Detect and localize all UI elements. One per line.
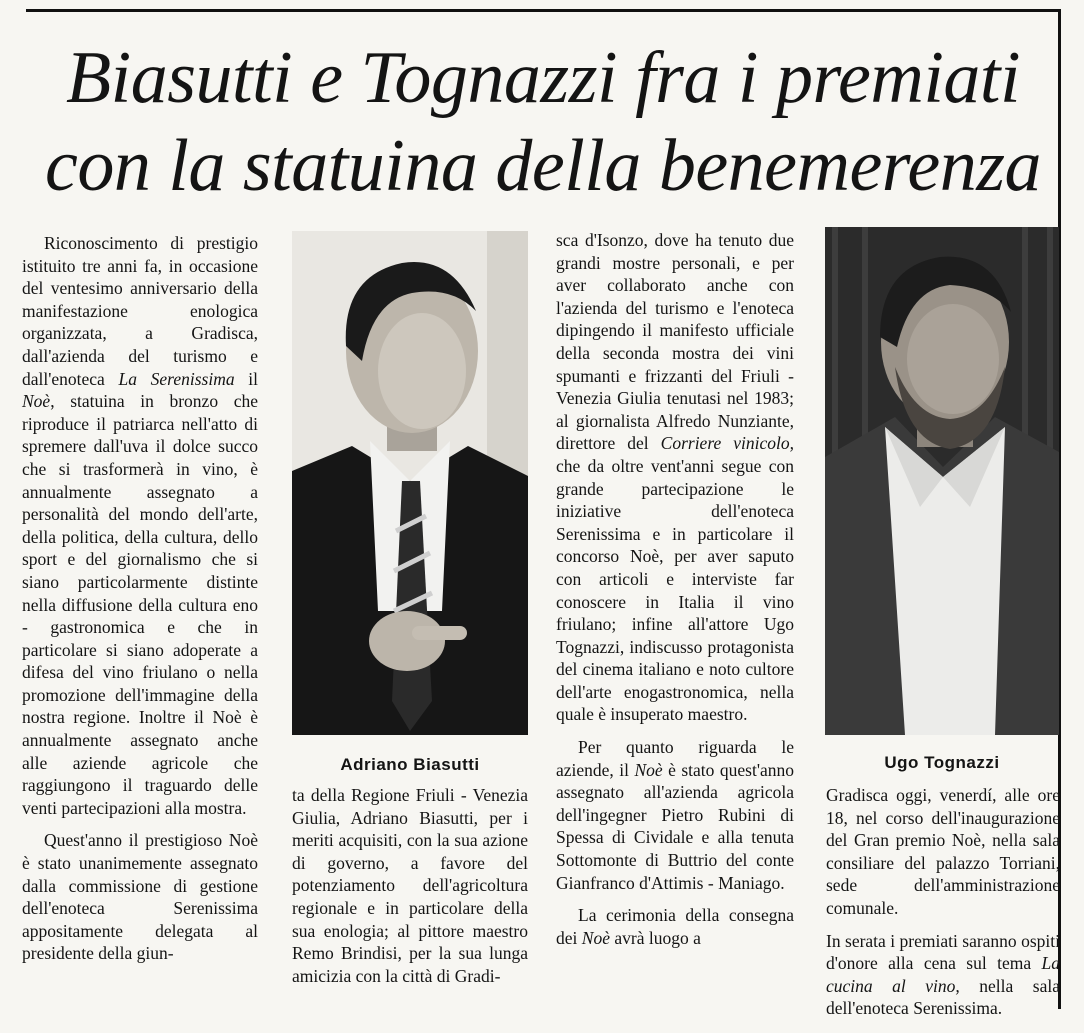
photo-caption-biasutti: Adriano Biasutti (340, 755, 480, 774)
photo-caption-tognazzi: Ugo Tognazzi (884, 753, 1000, 772)
article-column-4 (826, 784, 1060, 1020)
paragraph: Riconoscimento di prestigio istituito tre anni fa, in occasione del ventesimo anniversario della manifestazione enologica organizzata, a Gradisca, dall'azienda del turismo e dall'enoteca La Serenissima il Noè, statuina in bronzo che riproduce il patriarca nell'atto di spremere dall'uva il dolce succo che si trasformerà in vino, è annualmente assegnato a personalità del mondo dell'arte, della politica, della cultura, dello sport e del giornalismo che si siano particolarmente distinte nella diffusione della cultura eno - gastronomica e che in particolare si siano adoperate a difesa del vino friulano o nella promozione dell'immagine della nostra regione. Inoltre il Noè è annualmente assegnato anche alle aziende agricole che raggiungono il traguardo delle venti partecipazioni alla mostra. (22, 233, 258, 818)
photo-adriano-biasutti (292, 231, 528, 735)
headline-line-1: Biasutti e Tognazzi fra i premiati (65, 37, 1021, 119)
article-column-2 (292, 784, 528, 987)
paragraph: In serata i premiati saranno ospiti d'onore alla cena sul tema La cucina al vino, nella sala dell'enoteca Serenissima. (826, 930, 1061, 1019)
photo-ugo-tognazzi (825, 227, 1059, 735)
paragraph: Per quanto riguarda le aziende, il Noè è stato quest'anno assegnato all'azienda agricola dell'ingegner Pietro Rubini di Spessa di Cividale e alla tenuta Sottomonte di Buttrio del conte Gianfranco d'Attimis - Maniago. (556, 737, 794, 893)
headline (28, 34, 1058, 210)
paragraph: La cerimonia della consegna dei Noè avrà luogo a (556, 905, 794, 948)
headline-line-2: con la statuina della benemerenza (44, 125, 1041, 207)
article-column-1 (22, 232, 258, 965)
paragraph: Gradisca oggi, venerdí, alle ore 18, nel corso dell'inaugurazione del Gran premio Noè, nella sala consiliare del palazzo Torriani, sede dell'amministrazione comunale. (826, 785, 1060, 918)
paragraph: sca d'Isonzo, dove ha tenuto due grandi mostre personali, e per aver collaborato anche con l'azienda del turismo e l'enoteca dipingendo il manifesto ufficiale della seconda mostra dei vini spumanti e frizzanti del Friuli - Venezia Giulia tenutasi nel 1983; al giornalista Alfredo Nunziante, direttore del Corriere vinicolo, che da oltre vent'anni segue con grande partecipazione le iniziative dell'enoteca Serenissima e in particolare il concorso Noè, per aver saputo con articoli e interviste far conoscere in Italia il vino friulano; infine all'attore Ugo Tognazzi, indiscusso protagonista del cinema italiano e noto cultore dell'arte enogastronomica, nella quale è insuperato maestro. (556, 230, 794, 725)
paragraph: Quest'anno il prestigioso Noè è stato unanimemente assegnato dalla commissione di gestione dell'enoteca Serenissima appositamente delegata al presidente della giun- (22, 830, 258, 964)
top-rule (26, 9, 1058, 12)
paragraph: ta della Regione Friuli - Venezia Giulia, Adriano Biasutti, per i meriti acquisiti, con la sua azione di governo, a favore del potenziamento dell'agricoltura regionale e in particolare della sua enologia; al pittore maestro Remo Brindisi, per la sua lunga amicizia con la città di Gradi- (292, 785, 528, 986)
article-column-3 (556, 229, 794, 949)
